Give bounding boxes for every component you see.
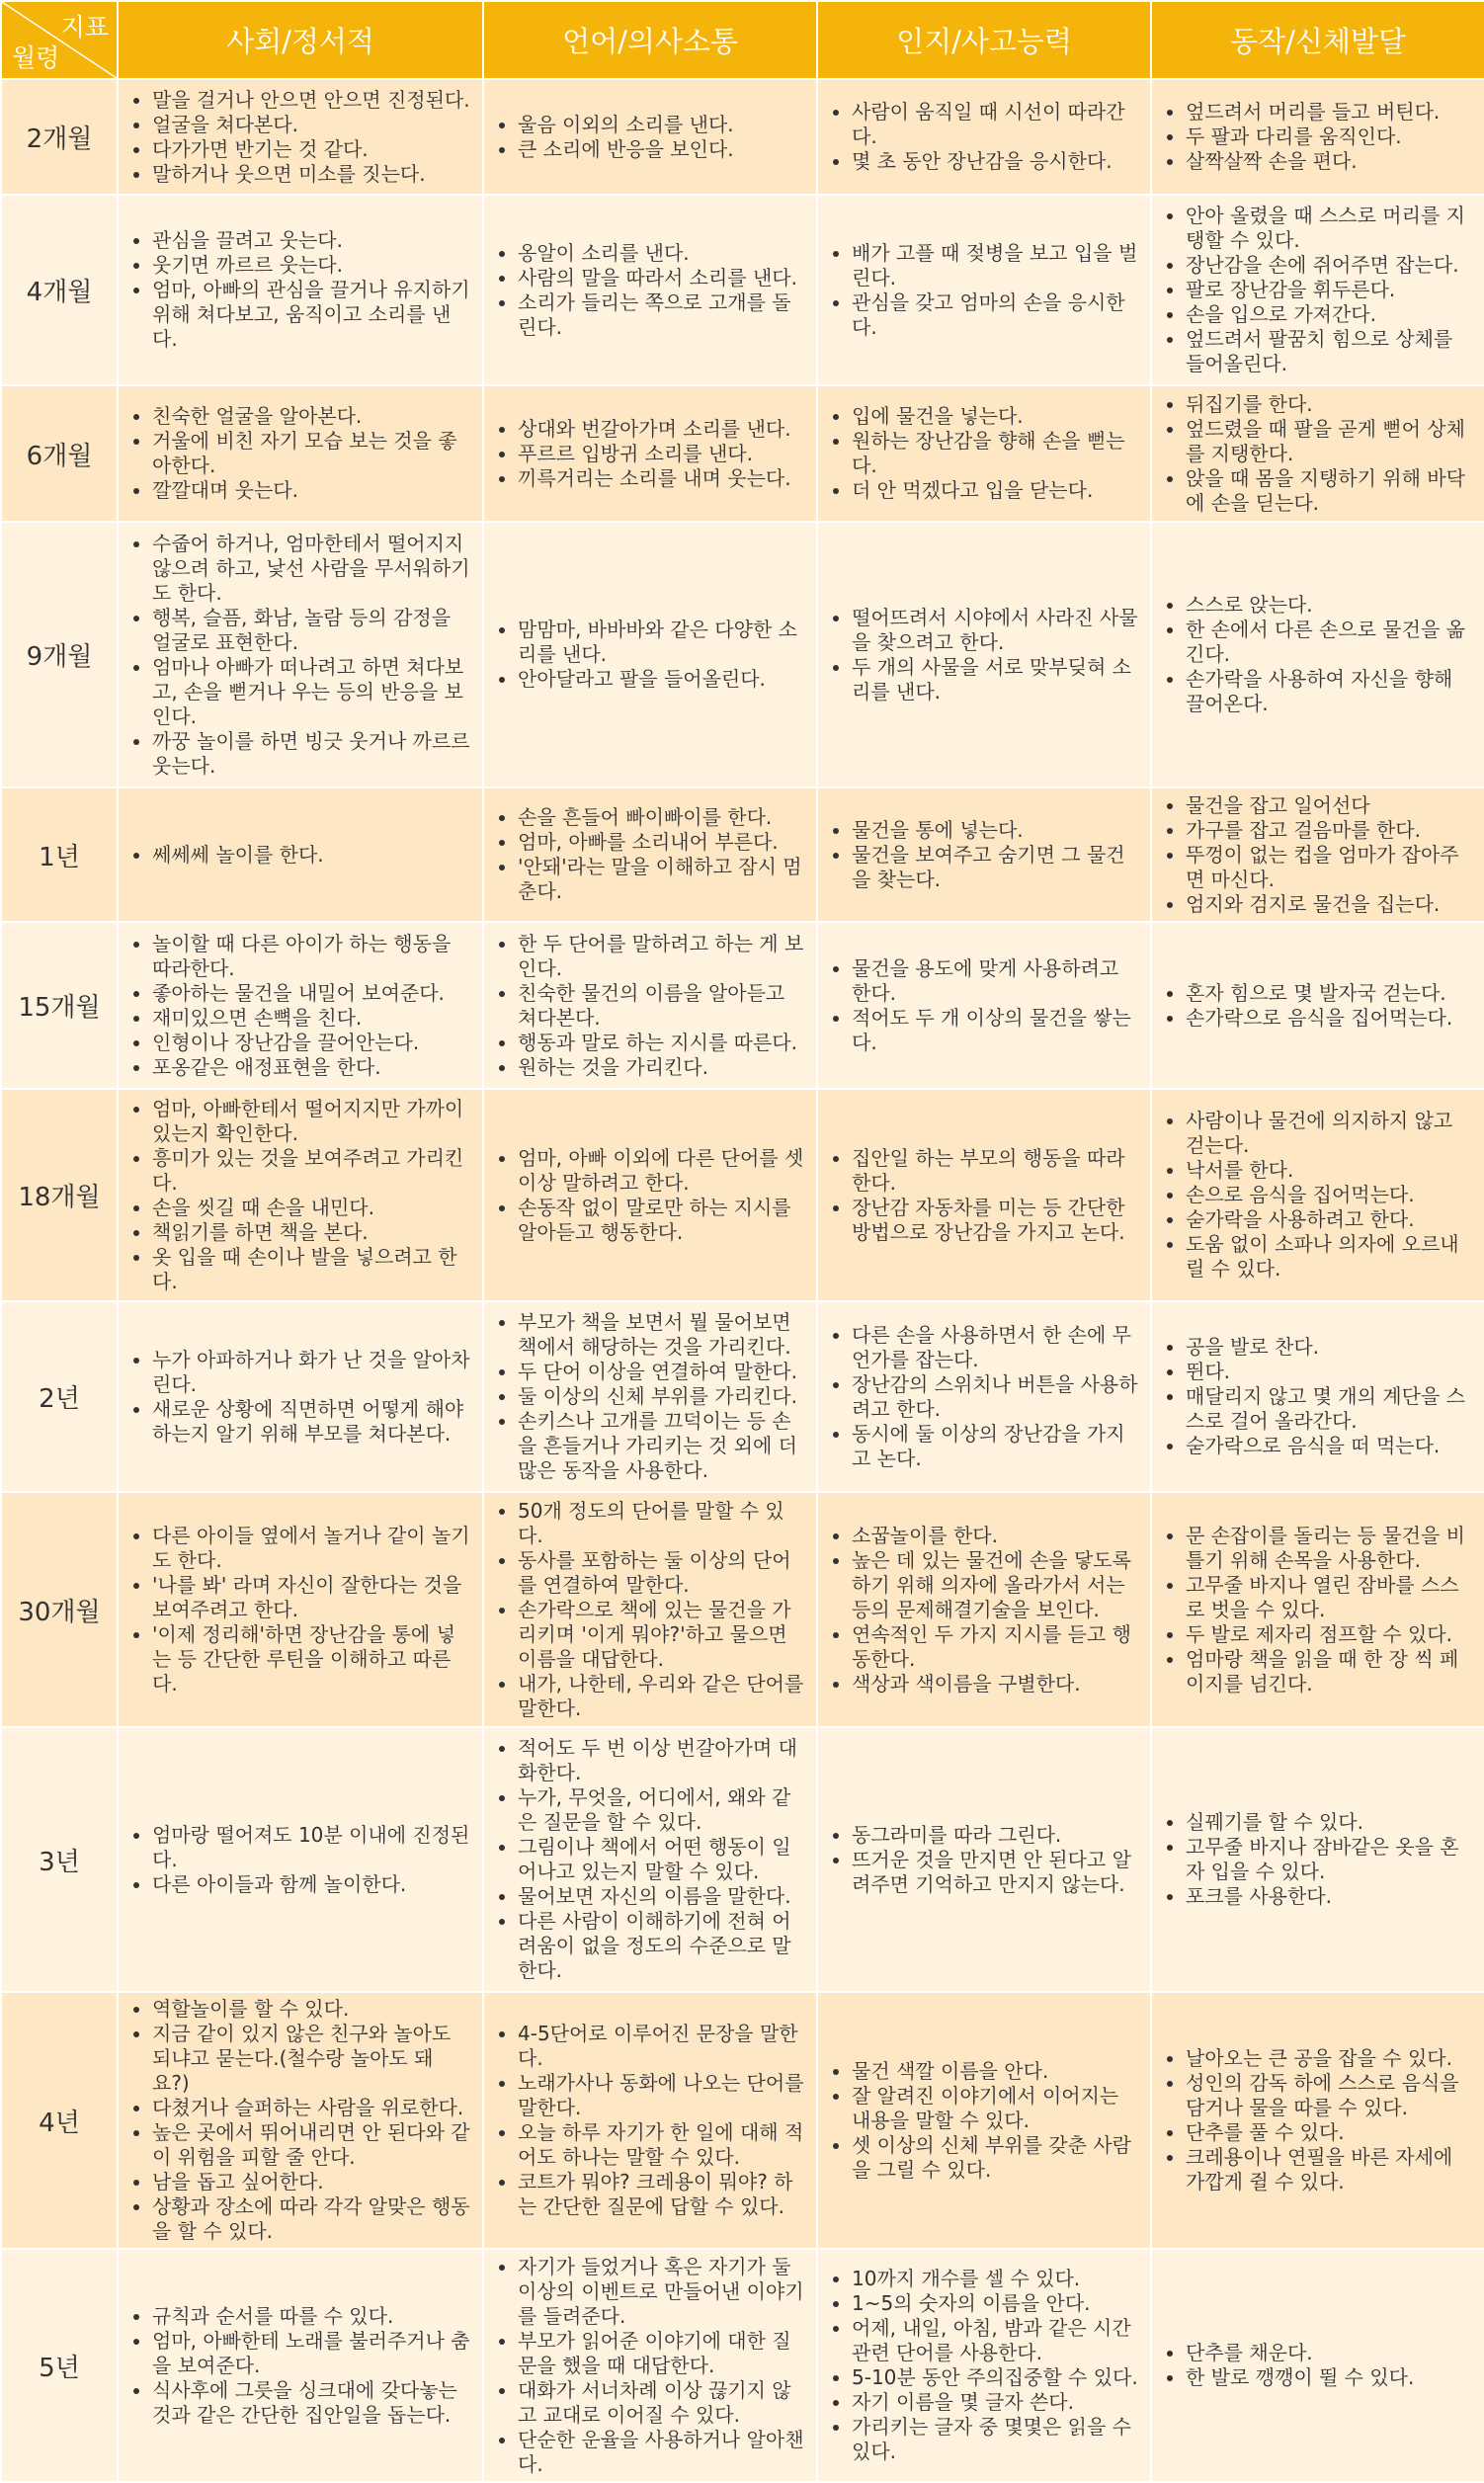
cell-social	[118, 1992, 483, 2249]
cell-cognitive	[817, 195, 1151, 385]
milestone-list	[126, 532, 470, 779]
age-label: 18개월	[1, 1089, 118, 1301]
milestone-item: • 고무줄 바지나 잠바같은 옷을 혼자 입을 수 있다.	[1186, 1835, 1472, 1884]
milestone-item: • 두 개의 사물을 서로 맞부딪혀 소리를 낸다.	[852, 655, 1138, 704]
milestone-list	[126, 88, 470, 187]
milestone-item: • 다쳤거나 슬퍼하는 사람을 위로한다.	[152, 2096, 470, 2120]
milestone-item: • 상대와 번갈아가며 소리를 낸다.	[518, 417, 804, 442]
milestone-item: • 단추를 채운다.	[1186, 2341, 1472, 2365]
milestone-item: • 두 발로 제자리 점프할 수 있다.	[1186, 1622, 1472, 1647]
milestone-item: • 50개 정도의 단어를 말할 수 있다.	[518, 1499, 804, 1548]
milestone-item: • 손가락을 사용하여 자신을 향해 끌어온다.	[1186, 667, 1472, 716]
cell-social	[118, 1089, 483, 1301]
cell-cognitive	[817, 1089, 1151, 1301]
milestone-item: • 물건을 통에 넣는다.	[852, 818, 1138, 843]
cell-motor	[1151, 922, 1484, 1089]
age-label: 30개월	[1, 1492, 118, 1727]
cell-motor	[1151, 1992, 1484, 2249]
milestone-item: • 재미있으면 손뼉을 친다.	[152, 1006, 470, 1031]
milestone-item: • 지금 같이 있지 않은 친구와 놀아도 되냐고 묻는다.(철수랑 놀아도 돼요?)	[152, 2022, 470, 2096]
milestone-item: • 다른 사람이 이해하기에 전혀 어려움이 없을 정도의 수준으로 말한다.	[518, 1909, 804, 1983]
milestone-item: • 손가락으로 음식을 집어먹는다.	[1186, 1006, 1472, 1031]
milestone-item: • 장난감의 스위치나 버튼을 사용하려고 한다.	[852, 1372, 1138, 1422]
table-row	[1, 1727, 1484, 1992]
milestone-item: • 적어도 두 번 이상 번갈아가며 대화한다.	[518, 1736, 804, 1785]
milestone-item: • 손을 입으로 가져간다.	[1186, 302, 1472, 327]
milestone-item: • 한 두 단어를 말하려고 하는 게 보인다.	[518, 932, 804, 981]
milestone-item: • 대화가 서너차례 이상 끊기지 않고 교대로 이어질 수 있다.	[518, 2378, 804, 2428]
cell-language	[483, 787, 817, 922]
milestone-item: • 다른 아이들과 함께 놀이한다.	[152, 1872, 470, 1897]
milestone-item: • 식사후에 그릇을 싱크대에 갖다놓는 것과 같은 간단한 집안일을 돕는다.	[152, 2378, 470, 2428]
milestone-item: • 단순한 운율을 사용하거나 알아챈다.	[518, 2428, 804, 2477]
milestone-list	[826, 956, 1138, 1055]
milestone-list	[492, 1499, 804, 1721]
milestone-item: • 엎드려서 팔꿈치 힘으로 상체를 들어올린다.	[1186, 327, 1472, 376]
age-label: 4개월	[1, 195, 118, 385]
table-row	[1, 1492, 1484, 1727]
milestone-item: • 울음 이외의 소리를 낸다.	[518, 113, 804, 137]
milestone-item: • 얼굴을 쳐다본다.	[152, 113, 470, 137]
cell-social	[118, 385, 483, 522]
cell-social	[118, 1727, 483, 1992]
milestone-item: • 뜨거운 것을 만지면 안 된다고 알려주면 기억하고 만지지 않는다.	[852, 1848, 1138, 1897]
milestone-item: • 10까지 개수를 셀 수 있다.	[852, 2267, 1138, 2291]
milestone-item: • 동그라미를 따라 그린다.	[852, 1823, 1138, 1848]
milestone-item: • 어제, 내일, 아침, 밤과 같은 시간 관련 단어를 사용한다.	[852, 2316, 1138, 2365]
milestone-item: • 옹알이 소리를 낸다.	[518, 241, 804, 266]
milestone-list	[826, 100, 1138, 174]
milestone-list	[1160, 1524, 1472, 1697]
milestone-item: • 행동과 말로 하는 지시를 따른다.	[518, 1031, 804, 1055]
milestone-item: • 뚜껑이 없는 컵을 엄마가 잡아주면 마신다.	[1186, 843, 1472, 892]
milestone-list	[1160, 1810, 1472, 1909]
milestone-list	[1160, 2341, 1472, 2390]
column-header-social: 사회/정서적	[118, 1, 483, 79]
milestone-item: • 상황과 장소에 따라 각각 알맞은 행동을 할 수 있다.	[152, 2194, 470, 2244]
milestone-item: • 살짝살짝 손을 편다.	[1186, 149, 1472, 174]
milestone-item: • 엄마, 아빠를 소리내어 부른다.	[518, 830, 804, 855]
milestone-item: • '이제 정리해'하면 장난감을 통에 넣는 등 간단한 루틴을 이해하고 따른다.	[152, 1622, 470, 1697]
cell-social	[118, 2249, 483, 2482]
cell-social	[118, 522, 483, 787]
milestone-list	[126, 404, 470, 503]
milestone-item: • 뛴다.	[1186, 1360, 1472, 1384]
milestone-list	[126, 1823, 470, 1897]
milestone-item: • 다른 손을 사용하면서 한 손에 무언가를 잡는다.	[852, 1323, 1138, 1372]
milestone-list	[826, 404, 1138, 503]
milestone-item: • 실꿰기를 할 수 있다.	[1186, 1810, 1472, 1835]
cell-cognitive	[817, 385, 1151, 522]
milestone-item: • 친숙한 물건의 이름을 알아듣고 쳐다본다.	[518, 981, 804, 1031]
milestone-item: • 소리가 들리는 쪽으로 고개를 돌린다.	[518, 290, 804, 340]
milestone-item: • 성인의 감독 하에 스스로 음식을 담거나 물을 따를 수 있다.	[1186, 2071, 1472, 2120]
cell-motor	[1151, 787, 1484, 922]
corner-label-indicator: 지표	[60, 13, 109, 41]
milestone-list	[126, 1524, 470, 1697]
age-label: 3년	[1, 1727, 118, 1992]
milestone-item: • 높은 곳에서 뛰어내리면 안 된다와 같이 위험을 피할 줄 안다.	[152, 2120, 470, 2170]
cell-social	[118, 79, 483, 195]
milestone-item: • 엄마랑 책을 읽을 때 한 장 씩 페이지를 넘긴다.	[1186, 1647, 1472, 1697]
cell-motor	[1151, 79, 1484, 195]
milestone-item: • 사람이 움직일 때 시선이 따라간다.	[852, 100, 1138, 149]
cell-language	[483, 2249, 817, 2482]
milestone-item: • 장난감을 손에 쥐어주면 잡는다.	[1186, 253, 1472, 278]
table-row	[1, 195, 1484, 385]
table-row	[1, 2249, 1484, 2482]
cell-motor	[1151, 385, 1484, 522]
milestone-item: • 웃기면 까르르 웃는다.	[152, 253, 470, 278]
milestone-item: • '안돼'라는 말을 이해하고 잠시 멈춘다.	[518, 855, 804, 904]
milestone-item: • 새로운 상황에 직면하면 어떻게 해야 하는지 알기 위해 부모를 쳐다본다.	[152, 1397, 470, 1447]
cell-motor	[1151, 1727, 1484, 1992]
milestone-list	[826, 241, 1138, 340]
milestone-item: • 손동작 없이 말로만 하는 지시를 알아듣고 행동한다.	[518, 1196, 804, 1245]
milestone-item: • '나를 봐' 라며 자신이 잘한다는 것을 보여주려고 한다.	[152, 1573, 470, 1622]
age-label: 1년	[1, 787, 118, 922]
milestone-item: • 집안일 하는 부모의 행동을 따라한다.	[852, 1146, 1138, 1196]
cell-language	[483, 79, 817, 195]
milestone-item: • 연속적인 두 가지 지시를 듣고 행동한다.	[852, 1622, 1138, 1672]
milestone-item: • 안아 올렸을 때 스스로 머리를 지탱할 수 있다.	[1186, 204, 1472, 253]
milestone-list	[492, 932, 804, 1080]
table-row	[1, 79, 1484, 195]
milestone-item: • 숟가락을 사용하려고 한다.	[1186, 1207, 1472, 1232]
milestone-item: • 말하거나 웃으면 미소를 짓는다.	[152, 162, 470, 187]
milestone-list	[826, 2059, 1138, 2183]
age-label: 6개월	[1, 385, 118, 522]
milestone-item: • 맘맘마, 바바바와 같은 다양한 소리를 낸다.	[518, 618, 804, 667]
milestone-list	[492, 417, 804, 491]
milestone-item: • 엄지와 검지로 물건을 집는다.	[1186, 892, 1472, 917]
milestone-item: • 노래가사나 동화에 나오는 단어를 말한다.	[518, 2071, 804, 2120]
milestone-item: • 도움 없이 소파나 의자에 오르내릴 수 있다.	[1186, 1232, 1472, 1282]
table-row	[1, 1301, 1484, 1492]
cell-motor	[1151, 2249, 1484, 2482]
milestone-item: • 내가, 나한테, 우리와 같은 단어를 말한다.	[518, 1672, 804, 1721]
milestone-item: • 두 팔과 다리를 움직인다.	[1186, 124, 1472, 149]
milestone-list	[126, 228, 470, 352]
milestone-item: • 두 단어 이상을 연결하여 말한다.	[518, 1360, 804, 1384]
age-label: 4년	[1, 1992, 118, 2249]
cell-language	[483, 1089, 817, 1301]
cell-motor	[1151, 1301, 1484, 1492]
cell-cognitive	[817, 522, 1151, 787]
table-body	[1, 79, 1484, 2482]
milestone-list	[492, 2022, 804, 2219]
milestone-item: • 포크를 사용한다.	[1186, 1884, 1472, 1909]
milestone-item: • 거울에 비친 자기 모습 보는 것을 좋아한다.	[152, 429, 470, 478]
milestone-item: • 엄마랑 떨어져도 10분 이내에 진정된다.	[152, 1823, 470, 1872]
milestone-list	[126, 1348, 470, 1447]
milestone-item: • 엄마, 아빠 이외에 다른 단어를 셋 이상 말하려고 한다.	[518, 1146, 804, 1196]
milestone-item: • 단추를 풀 수 있다.	[1186, 2120, 1472, 2145]
cell-social	[118, 195, 483, 385]
milestone-list	[126, 932, 470, 1080]
milestone-item: • 더 안 먹겠다고 입을 닫는다.	[852, 478, 1138, 503]
milestone-item: • 놀이할 때 다른 아이가 하는 행동을 따라한다.	[152, 932, 470, 981]
milestone-item: • 숟가락으로 음식을 떠 먹는다.	[1186, 1434, 1472, 1458]
cell-motor	[1151, 195, 1484, 385]
milestone-list	[826, 1146, 1138, 1245]
milestone-item: • 팔로 장난감을 휘두른다.	[1186, 278, 1472, 302]
age-label: 9개월	[1, 522, 118, 787]
milestone-item: • 뒤집기를 한다.	[1186, 392, 1472, 417]
milestone-item: • 다른 아이들 옆에서 놀거나 같이 놀기도 한다.	[152, 1524, 470, 1573]
age-label: 2년	[1, 1301, 118, 1492]
milestone-item: • 높은 데 있는 물건에 손을 닿도록 하기 위해 의자에 올라가서 서는 등의 문제해결기술을 보인다.	[852, 1548, 1138, 1622]
milestone-item: • 부모가 책을 보면서 뭘 물어보면 책에서 해당하는 것을 가리킨다.	[518, 1310, 804, 1360]
milestone-item: • 부모가 읽어준 이야기에 대한 질문을 했을 때 대답한다.	[518, 2329, 804, 2378]
cell-social	[118, 1492, 483, 1727]
milestone-item: • 동시에 둘 이상의 장난감을 가지고 논다.	[852, 1422, 1138, 1471]
milestone-item: • 엎드려서 머리를 들고 버틴다.	[1186, 100, 1472, 124]
milestone-item: • 스스로 앉는다.	[1186, 593, 1472, 618]
milestone-list	[492, 1310, 804, 1483]
milestone-item: • 손가락으로 책에 있는 물건을 가리키며 '이게 뭐야?'하고 물으면 이름을 대답한다.	[518, 1598, 804, 1672]
milestone-list	[126, 843, 470, 868]
table-row	[1, 522, 1484, 787]
milestone-list	[1160, 793, 1472, 917]
milestone-item: • 그림이나 책에서 어떤 행동이 일어나고 있는지 말할 수 있다.	[518, 1835, 804, 1884]
milestone-item: • 매달리지 않고 몇 개의 계단을 스스로 걸어 올라간다.	[1186, 1384, 1472, 1434]
milestone-item: • 안아달라고 팔을 들어올린다.	[518, 667, 804, 692]
age-label: 2개월	[1, 79, 118, 195]
milestone-item: • 관심을 끌려고 웃는다.	[152, 228, 470, 253]
milestone-item: • 책읽기를 하면 책을 본다.	[152, 1220, 470, 1245]
milestone-item: • 낙서를 한다.	[1186, 1158, 1472, 1183]
milestone-item: • 고무줄 바지나 열린 잠바를 스스로 벗을 수 있다.	[1186, 1573, 1472, 1622]
milestone-item: • 동사를 포함하는 둘 이상의 단어를 연결하여 말한다.	[518, 1548, 804, 1598]
milestone-item: • 크레용이나 연필을 바른 자세에 가깝게 쥘 수 있다.	[1186, 2145, 1472, 2194]
milestone-item: • 다가가면 반기는 것 같다.	[152, 137, 470, 162]
milestone-item: • 손키스나 고개를 끄덕이는 등 손을 흔들거나 가리키는 것 외에 더 많은 동작을 사용한다.	[518, 1409, 804, 1483]
milestone-item: • 누가 아파하거나 화가 난 것을 알아차린다.	[152, 1348, 470, 1397]
milestone-item: • 엎드렸을 때 팔을 곧게 뻗어 상체를 지탱한다.	[1186, 417, 1472, 466]
milestone-list	[1160, 204, 1472, 376]
milestone-item: • 큰 소리에 반응을 보인다.	[518, 137, 804, 162]
milestone-item: • 푸르르 입방귀 소리를 낸다.	[518, 442, 804, 466]
corner-label-age: 월령	[12, 43, 60, 72]
milestone-item: • 흥미가 있는 것을 보여주려고 가리킨다.	[152, 1146, 470, 1196]
milestone-list	[826, 1823, 1138, 1897]
cell-language	[483, 1992, 817, 2249]
cell-language	[483, 522, 817, 787]
milestone-item: • 수줍어 하거나, 엄마한테서 떨어지지 않으려 하고, 낯선 사람을 무서워하기도 한다.	[152, 532, 470, 606]
milestone-item: • 행복, 슬픔, 화남, 놀람 등의 감정을 얼굴로 표현한다.	[152, 606, 470, 655]
cell-language	[483, 1727, 817, 1992]
cell-language	[483, 1492, 817, 1727]
milestone-item: • 엄마, 아빠한테 노래를 불러주거나 춤을 보여준다.	[152, 2329, 470, 2378]
milestone-list	[826, 2267, 1138, 2464]
table-row	[1, 922, 1484, 1089]
milestone-item: • 소꿉놀이를 한다.	[852, 1524, 1138, 1548]
milestone-item: • 남을 돕고 싶어한다.	[152, 2170, 470, 2194]
milestone-item: • 손으로 음식을 집어먹는다.	[1186, 1183, 1472, 1207]
column-header-cognitive: 인지/사고능력	[817, 1, 1151, 79]
milestone-item: • 가구를 잡고 걸음마를 한다.	[1186, 818, 1472, 843]
cell-social	[118, 922, 483, 1089]
cell-cognitive	[817, 1301, 1151, 1492]
milestone-item: • 한 발로 깽깽이 뛸 수 있다.	[1186, 2365, 1472, 2390]
milestone-item: • 색상과 색이름을 구별한다.	[852, 1672, 1138, 1697]
milestone-item: • 셋 이상의 신체 부위를 갖춘 사람을 그릴 수 있다.	[852, 2133, 1138, 2183]
milestone-item: • 자기 이름을 몇 글자 쓴다.	[852, 2390, 1138, 2415]
milestone-item: • 엄마, 아빠한테서 떨어지지만 가까이 있는지 확인한다.	[152, 1097, 470, 1146]
milestone-item: • 엄마나 아빠가 떠나려고 하면 쳐다보고, 손을 뻗거나 우는 등의 반응을 보인다.	[152, 655, 470, 729]
milestone-item: • 자기가 들었거나 혹은 자기가 둘 이상의 이벤트로 만들어낸 이야기를 들려준다.	[518, 2255, 804, 2329]
milestone-item: • 엄마, 아빠의 관심을 끌거나 유지하기 위해 쳐다보고, 움직이고 소리를 낸다.	[152, 278, 470, 352]
milestone-item: • 물건을 용도에 맞게 사용하려고 한다.	[852, 956, 1138, 1006]
milestone-item: • 인형이나 장난감을 끌어안는다.	[152, 1031, 470, 1055]
milestone-list	[126, 1097, 470, 1294]
cell-cognitive	[817, 1727, 1151, 1992]
milestone-item: • 앉을 때 몸을 지탱하기 위해 바닥에 손을 딛는다.	[1186, 466, 1472, 516]
milestone-item: • 쎄쎄쎄 놀이를 한다.	[152, 843, 470, 868]
cell-cognitive	[817, 787, 1151, 922]
milestone-item: • 관심을 갖고 엄마의 손을 응시한다.	[852, 290, 1138, 340]
milestone-item: • 물어보면 자신의 이름을 말한다.	[518, 1884, 804, 1909]
milestone-item: • 역할놀이를 할 수 있다.	[152, 1997, 470, 2022]
milestone-item: • 5-10분 동안 주의집중할 수 있다.	[852, 2365, 1138, 2390]
cell-cognitive	[817, 922, 1151, 1089]
column-header-motor: 동작/신체발달	[1151, 1, 1484, 79]
milestone-list	[1160, 2046, 1472, 2194]
milestone-item: • 물건 색깔 이름을 안다.	[852, 2059, 1138, 2084]
milestone-item: • 둘 이상의 신체 부위를 가리킨다.	[518, 1384, 804, 1409]
cell-language	[483, 1301, 817, 1492]
cell-language	[483, 195, 817, 385]
milestone-list	[1160, 1335, 1472, 1458]
milestone-list	[492, 241, 804, 340]
milestone-item: • 원하는 장난감을 향해 손을 뻗는다.	[852, 429, 1138, 478]
milestone-item: • 4-5단어로 이루어진 문장을 말한다.	[518, 2022, 804, 2071]
cell-motor	[1151, 1089, 1484, 1301]
milestone-item: • 끼륵거리는 소리를 내며 웃는다.	[518, 466, 804, 491]
milestone-list	[1160, 1109, 1472, 1282]
milestone-item: • 장난감 자동차를 미는 등 간단한 방법으로 장난감을 가지고 논다.	[852, 1196, 1138, 1245]
milestone-item: • 코트가 뭐야? 크레용이 뭐야? 하는 간단한 질문에 답할 수 있다.	[518, 2170, 804, 2219]
milestone-list	[492, 2255, 804, 2477]
milestone-item: • 말을 걸거나 안으면 안으면 진정된다.	[152, 88, 470, 113]
milestone-list	[492, 1736, 804, 1983]
milestone-item: • 손을 흔들어 빠이빠이를 한다.	[518, 805, 804, 830]
milestone-item: • 한 손에서 다른 손으로 물건을 옮긴다.	[1186, 618, 1472, 667]
milestone-item: • 사람의 말을 따라서 소리를 낸다.	[518, 266, 804, 290]
column-header-language: 언어/의사소통	[483, 1, 817, 79]
milestone-item: • 물건을 보여주고 숨기면 그 물건을 찾는다.	[852, 843, 1138, 892]
milestone-item: • 옷 입을 때 손이나 발을 넣으려고 한다.	[152, 1245, 470, 1294]
milestone-item: • 잘 알려진 이야기에서 이어지는 내용을 말할 수 있다.	[852, 2084, 1138, 2133]
cell-cognitive	[817, 79, 1151, 195]
milestone-list	[126, 1997, 470, 2244]
milestone-item: • 원하는 것을 가리킨다.	[518, 1055, 804, 1080]
milestone-list	[1160, 981, 1472, 1031]
cell-cognitive	[817, 1492, 1151, 1727]
cell-motor	[1151, 522, 1484, 787]
milestone-list	[492, 618, 804, 692]
cell-cognitive	[817, 1992, 1151, 2249]
milestone-list	[126, 2304, 470, 2428]
table-row	[1, 385, 1484, 522]
milestone-item: • 배가 고플 때 젖병을 보고 입을 벌린다.	[852, 241, 1138, 290]
milestone-item: • 오늘 하루 자기가 한 일에 대해 적어도 하나는 말할 수 있다.	[518, 2120, 804, 2170]
milestone-list	[826, 1524, 1138, 1697]
milestone-item: • 사람이나 물건에 의지하지 않고 걷는다.	[1186, 1109, 1472, 1158]
milestone-item: • 누가, 무엇을, 어디에서, 왜와 같은 질문을 할 수 있다.	[518, 1785, 804, 1835]
table-row	[1, 1089, 1484, 1301]
milestone-item: • 규칙과 순서를 따를 수 있다.	[152, 2304, 470, 2329]
milestone-list	[1160, 392, 1472, 516]
milestone-list	[826, 606, 1138, 704]
milestone-item: • 문 손잡이를 돌리는 등 물건을 비틀기 위해 손목을 사용한다.	[1186, 1524, 1472, 1573]
milestone-item: • 좋아하는 물건을 내밀어 보여준다.	[152, 981, 470, 1006]
age-label: 15개월	[1, 922, 118, 1089]
cell-cognitive	[817, 2249, 1151, 2482]
milestone-list	[826, 1323, 1138, 1471]
milestone-item: • 물건을 잡고 일어선다	[1186, 793, 1472, 818]
corner-header	[1, 1, 118, 79]
milestone-item: • 몇 초 동안 장난감을 응시한다.	[852, 149, 1138, 174]
milestone-list	[1160, 100, 1472, 174]
milestone-list	[492, 1146, 804, 1245]
milestone-item: • 입에 물건을 넣는다.	[852, 404, 1138, 429]
milestone-item: • 혼자 힘으로 몇 발자국 걷는다.	[1186, 981, 1472, 1006]
milestone-item: • 가리키는 글자 중 몇몇은 읽을 수 있다.	[852, 2415, 1138, 2464]
milestone-list	[826, 818, 1138, 892]
cell-language	[483, 385, 817, 522]
milestone-item: • 공을 발로 찬다.	[1186, 1335, 1472, 1360]
table-row	[1, 787, 1484, 922]
milestone-item: • 적어도 두 개 이상의 물건을 쌓는다.	[852, 1006, 1138, 1055]
milestone-item: • 친숙한 얼굴을 알아본다.	[152, 404, 470, 429]
milestone-item: • 손을 씻길 때 손을 내민다.	[152, 1196, 470, 1220]
milestone-item: • 떨어뜨려서 시야에서 사라진 사물을 찾으려고 한다.	[852, 606, 1138, 655]
age-label: 5년	[1, 2249, 118, 2482]
milestone-list	[1160, 593, 1472, 716]
table-row	[1, 1992, 1484, 2249]
milestone-list	[492, 805, 804, 904]
cell-motor	[1151, 1492, 1484, 1727]
cell-social	[118, 1301, 483, 1492]
milestone-item: • 깔깔대며 웃는다.	[152, 478, 470, 503]
milestone-item: • 날아오는 큰 공을 잡을 수 있다.	[1186, 2046, 1472, 2071]
milestone-list	[492, 113, 804, 162]
milestone-item: • 1~5의 숫자의 이름을 안다.	[852, 2291, 1138, 2316]
milestone-item: • 까꿍 놀이를 하면 빙긋 웃거나 까르르 웃는다.	[152, 729, 470, 779]
milestone-item: • 포옹같은 애정표현을 한다.	[152, 1055, 470, 1080]
header-row	[1, 1, 1484, 79]
cell-language	[483, 922, 817, 1089]
cell-social	[118, 787, 483, 922]
